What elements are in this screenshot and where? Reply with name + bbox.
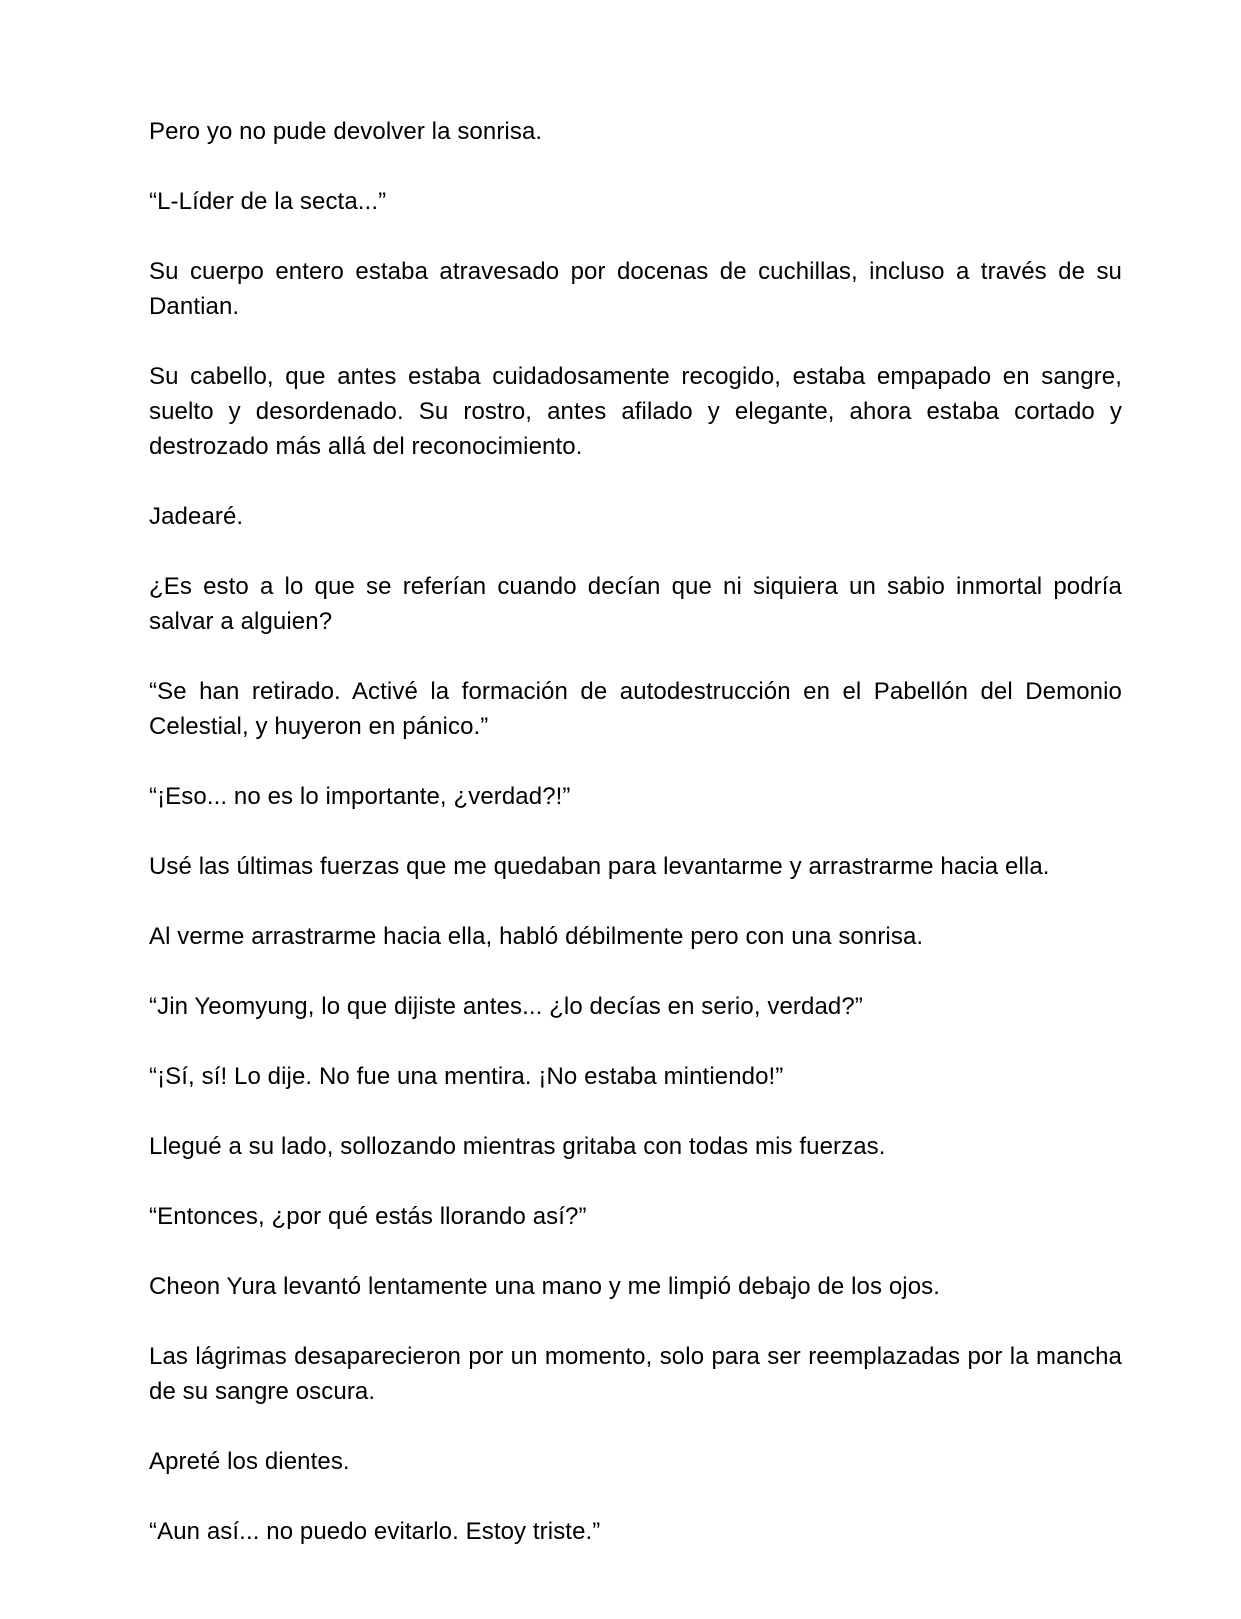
paragraph: Apreté los dientes.	[149, 1448, 350, 1475]
paragraph: “Aun así... no puedo evitarlo. Estoy triste.”	[149, 1518, 601, 1545]
paragraph: Pero yo no pude devolver la sonrisa.	[149, 118, 543, 145]
paragraph: “Se han retirado. Activé la formación de autodestrucción en el Pabellón del Demonio Celestial, y huyeron en pánico.”	[149, 678, 1122, 740]
paragraph: Llegué a su lado, sollozando mientras gritaba con todas mis fuerzas.	[149, 1133, 886, 1160]
paragraph: Cheon Yura levantó lentamente una mano y me limpió debajo de los ojos.	[149, 1273, 941, 1300]
paragraph: Jadearé.	[149, 503, 244, 530]
paragraph: Al verme arrastrarme hacia ella, habló débilmente pero con una sonrisa.	[149, 923, 924, 950]
paragraph: “Entonces, ¿por qué estás llorando así?”	[149, 1203, 587, 1230]
paragraph: Su cabello, que antes estaba cuidadosamente recogido, estaba empapado en sangre, suelto y desordenado. Su rostro, antes afilado y elegante, ahora estaba cortado y destrozado más allá del reconocimiento.	[149, 363, 1122, 460]
paragraph: ¿Es esto a lo que se referían cuando decían que ni siquiera un sabio inmortal podría salvar a alguien?	[149, 573, 1122, 635]
paragraph: “¡Sí, sí! Lo dije. No fue una mentira. ¡No estaba mintiendo!”	[149, 1063, 784, 1090]
paragraph: Su cuerpo entero estaba atravesado por docenas de cuchillas, incluso a través de su Dantian.	[149, 258, 1122, 320]
paragraph: Usé las últimas fuerzas que me quedaban para levantarme y arrastrarme hacia ella.	[149, 853, 1050, 880]
paragraph: “Jin Yeomyung, lo que dijiste antes... ¿lo decías en serio, verdad?”	[149, 993, 863, 1020]
paragraph: “¡Eso... no es lo importante, ¿verdad?!”	[149, 783, 571, 810]
paragraph: “L-Líder de la secta...”	[149, 188, 387, 215]
paragraph: Las lágrimas desaparecieron por un momento, solo para ser reemplazadas por la mancha de su sangre oscura.	[149, 1343, 1122, 1405]
body-text	[149, 114, 1122, 1584]
